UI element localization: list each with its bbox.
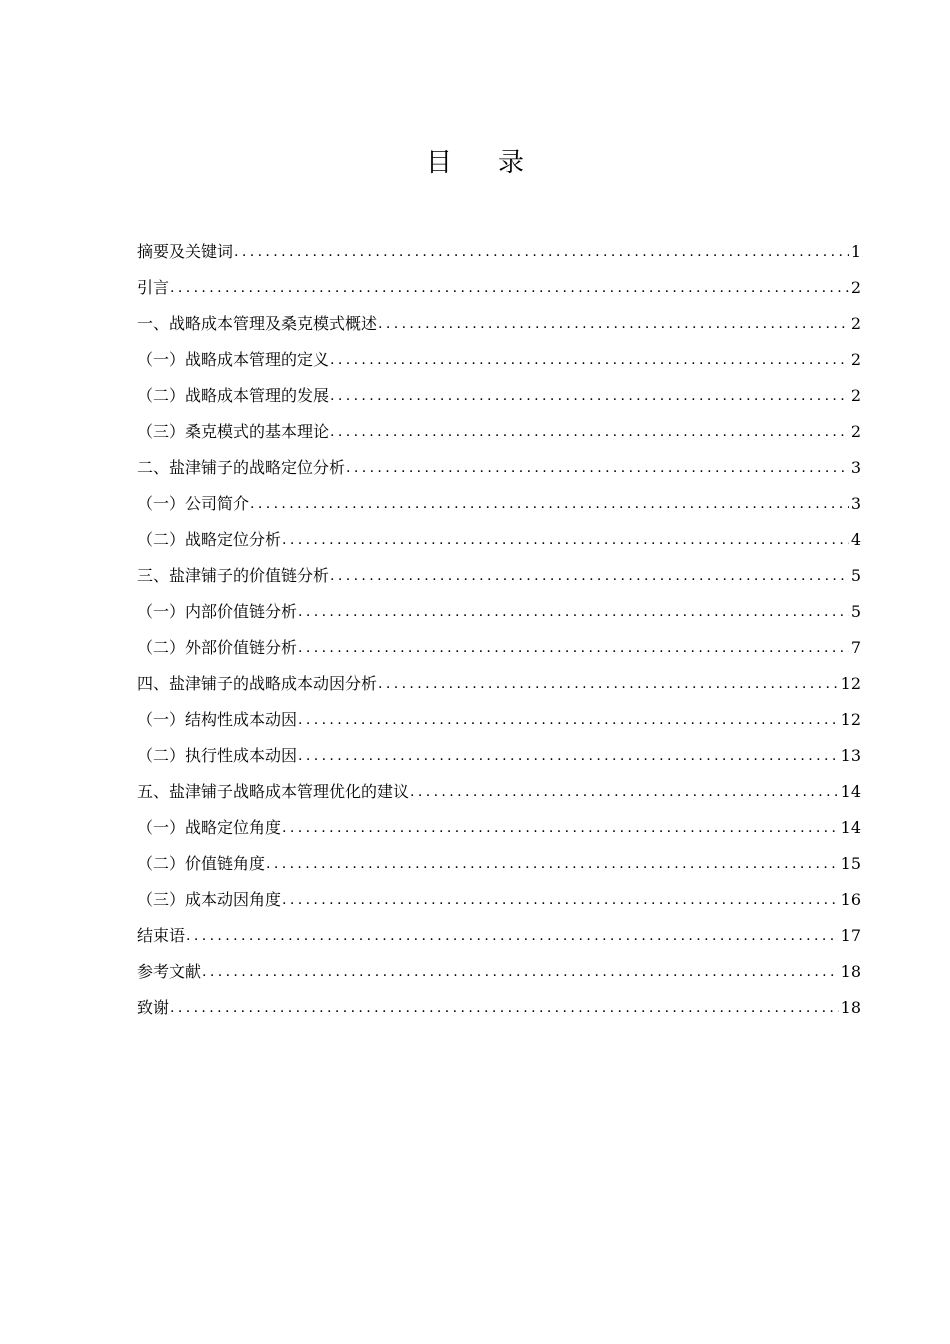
toc-page-number: 1 [850, 242, 861, 261]
toc-entry-label: （一）公司简介 [137, 494, 250, 513]
toc-page-number: 4 [850, 530, 861, 549]
toc-page-number: 17 [840, 926, 861, 945]
toc-entry-label: （一）战略定位角度 [137, 818, 282, 837]
toc-entry-label: 二、盐津铺子的战略定位分析 [137, 458, 346, 477]
toc-entry[interactable] [137, 630, 861, 666]
toc-page-number: 18 [840, 998, 861, 1017]
toc-entry[interactable] [137, 918, 861, 954]
toc-page-number: 5 [850, 602, 861, 621]
toc-page-number: 12 [840, 674, 861, 693]
toc-entry[interactable] [137, 990, 861, 1026]
toc-dot-leader [346, 450, 849, 486]
toc-dot-leader [330, 342, 849, 378]
toc-dot-leader [234, 234, 849, 270]
toc-entry-label: （二）执行性成本动因 [137, 746, 298, 765]
toc-page-number: 3 [850, 458, 861, 477]
toc-entry[interactable] [137, 486, 861, 522]
toc-dot-leader [330, 414, 849, 450]
toc-page-number: 14 [840, 782, 861, 801]
toc-dot-leader [298, 738, 839, 774]
toc-entry-label: 一、战略成本管理及桑克模式概述 [137, 314, 378, 333]
toc-dot-leader [250, 486, 849, 522]
toc-dot-leader [378, 666, 839, 702]
toc-entry-label: 致谢 [137, 998, 170, 1017]
toc-entry-label: 五、盐津铺子战略成本管理优化的建议 [137, 782, 410, 801]
toc-entry[interactable] [137, 378, 861, 414]
toc-entry[interactable] [137, 558, 861, 594]
toc-title: 目录 [425, 148, 570, 178]
toc-page-number: 14 [840, 818, 861, 837]
toc-entry-label: （一）战略成本管理的定义 [137, 350, 330, 369]
toc-entry-label: （三）成本动因角度 [137, 890, 282, 909]
toc-entry[interactable] [137, 774, 861, 810]
toc-dot-leader [282, 882, 839, 918]
toc-entry[interactable] [137, 702, 861, 738]
toc-dot-leader [410, 774, 839, 810]
toc-page-number: 2 [850, 314, 861, 333]
toc-entry[interactable] [137, 954, 861, 990]
toc-entry[interactable] [137, 594, 861, 630]
toc-dot-leader [298, 594, 849, 630]
toc-page-number: 7 [850, 638, 861, 657]
toc-entry[interactable] [137, 342, 861, 378]
toc-entry[interactable] [137, 882, 861, 918]
toc-page-number: 13 [840, 746, 861, 765]
toc-entry[interactable] [137, 234, 861, 270]
toc-entry[interactable] [137, 450, 861, 486]
toc-entry-label: （二）外部价值链分析 [137, 638, 298, 657]
toc-dot-leader [186, 918, 839, 954]
toc-entry-label: 摘要及关键词 [137, 242, 234, 261]
toc-dot-leader [266, 846, 839, 882]
toc-entry-label: 参考文献 [137, 962, 202, 981]
toc-dot-leader [170, 270, 849, 306]
toc-entry-label: （二）价值链角度 [137, 854, 266, 873]
toc-entry-label: 四、盐津铺子的战略成本动因分析 [137, 674, 378, 693]
toc-page-number: 15 [840, 854, 861, 873]
toc-entry-label: （二）战略定位分析 [137, 530, 282, 549]
toc-page-number: 12 [840, 710, 861, 729]
toc-page-number: 3 [850, 494, 861, 513]
toc-dot-leader [282, 810, 839, 846]
toc-dot-leader [282, 522, 849, 558]
toc-page-number: 2 [850, 278, 861, 297]
toc-entry[interactable] [137, 666, 861, 702]
toc-entry-label: 引言 [137, 278, 170, 297]
toc-page-number: 2 [850, 422, 861, 441]
toc-entry-label: （三）桑克模式的基本理论 [137, 422, 330, 441]
toc-dot-leader [202, 954, 839, 990]
toc-entry[interactable] [137, 522, 861, 558]
toc-page-number: 2 [850, 350, 861, 369]
toc-entry[interactable] [137, 306, 861, 342]
toc-page-number: 18 [840, 962, 861, 981]
toc-entry[interactable] [137, 414, 861, 450]
toc-page-number: 2 [850, 386, 861, 405]
toc-entry[interactable] [137, 738, 861, 774]
toc-entry-label: 三、盐津铺子的价值链分析 [137, 566, 330, 585]
toc-entry-label: （一）内部价值链分析 [137, 602, 298, 621]
toc-dot-leader [298, 630, 849, 666]
toc-entry[interactable] [137, 846, 861, 882]
toc-dot-leader [330, 378, 849, 414]
toc-dot-leader [378, 306, 849, 342]
toc-list [137, 234, 861, 1026]
toc-dot-leader [298, 702, 839, 738]
toc-page-number: 16 [840, 890, 861, 909]
toc-dot-leader [170, 990, 839, 1026]
toc-entry-label: 结束语 [137, 926, 186, 945]
toc-entry-label: （二）战略成本管理的发展 [137, 386, 330, 405]
toc-entry[interactable] [137, 270, 861, 306]
toc-entry-label: （一）结构性成本动因 [137, 710, 298, 729]
toc-page-number: 5 [850, 566, 861, 585]
toc-entry[interactable] [137, 810, 861, 846]
toc-dot-leader [330, 558, 849, 594]
